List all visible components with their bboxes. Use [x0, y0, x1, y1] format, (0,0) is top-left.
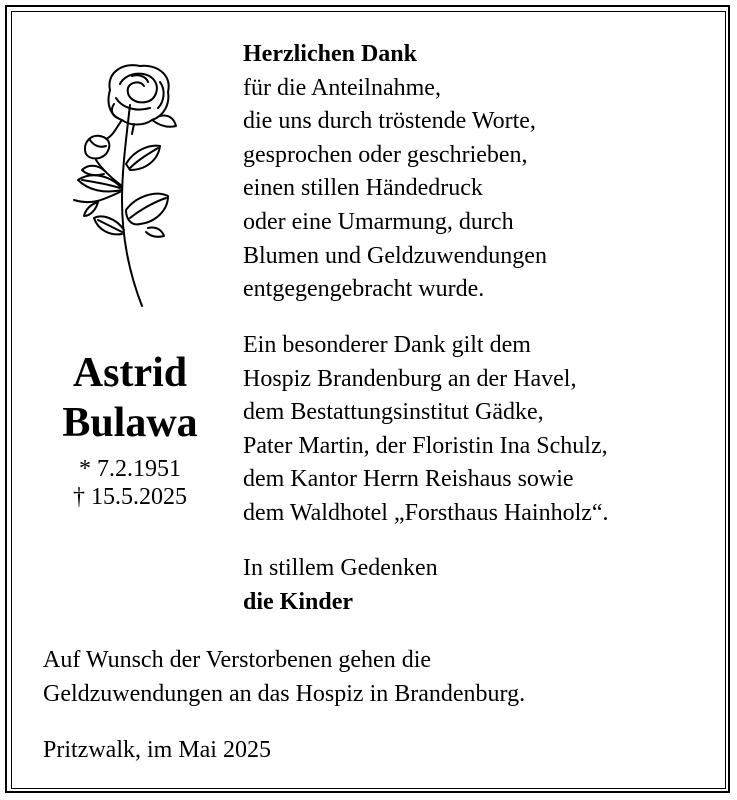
thanks-heading: Herzlichen Dank	[243, 41, 417, 67]
thanks-block	[243, 38, 547, 307]
thanks-line: entgegengebracht wurde.	[243, 276, 485, 303]
special-thanks-line: Pater Martin, der Floristin Ina Schulz,	[243, 432, 608, 459]
special-thanks-block	[243, 329, 609, 531]
note-line: Auf Wunsch der Verstorbenen gehen die	[43, 647, 432, 673]
place-date: Pritzwalk, im Mai 2025	[43, 737, 271, 763]
special-thanks-line: dem Kantor Herrn Reishaus sowie	[243, 466, 574, 493]
remembrance-line: In stillem Gedenken	[243, 555, 438, 581]
special-thanks-line: Hospiz Brandenburg an der Havel,	[243, 365, 577, 392]
special-thanks-line: dem Waldhotel „Forsthaus Hainholz“.	[243, 499, 609, 526]
note-line: Geldzuwendungen an das Hospiz in Brandenburg.	[43, 681, 526, 707]
birth-date: * 7.2.1951	[79, 456, 181, 482]
donation-note	[43, 643, 525, 711]
thanks-line: die uns durch tröstende Worte,	[243, 108, 536, 135]
thanks-line: oder eine Umarmung, durch	[243, 208, 514, 235]
deceased-first-name: Astrid	[72, 350, 188, 396]
remembrance-block	[243, 552, 438, 619]
signature: die Kinder	[243, 588, 354, 615]
rose-icon	[60, 60, 185, 310]
death-date: † 15.5.2025	[73, 484, 187, 510]
special-thanks-line: Ein besonderer Dank gilt dem	[243, 332, 531, 358]
thanks-line: Blumen und Geldzuwendungen	[243, 242, 547, 269]
special-thanks-line: dem Bestattungsinstitut Gädke,	[243, 399, 544, 426]
thanks-line: einen stillen Händedruck	[243, 175, 483, 202]
deceased-last-name: Bulawa	[62, 400, 198, 446]
thanks-line: gesprochen oder geschrieben,	[243, 141, 528, 168]
thanks-line: für die Anteilnahme,	[243, 74, 441, 101]
